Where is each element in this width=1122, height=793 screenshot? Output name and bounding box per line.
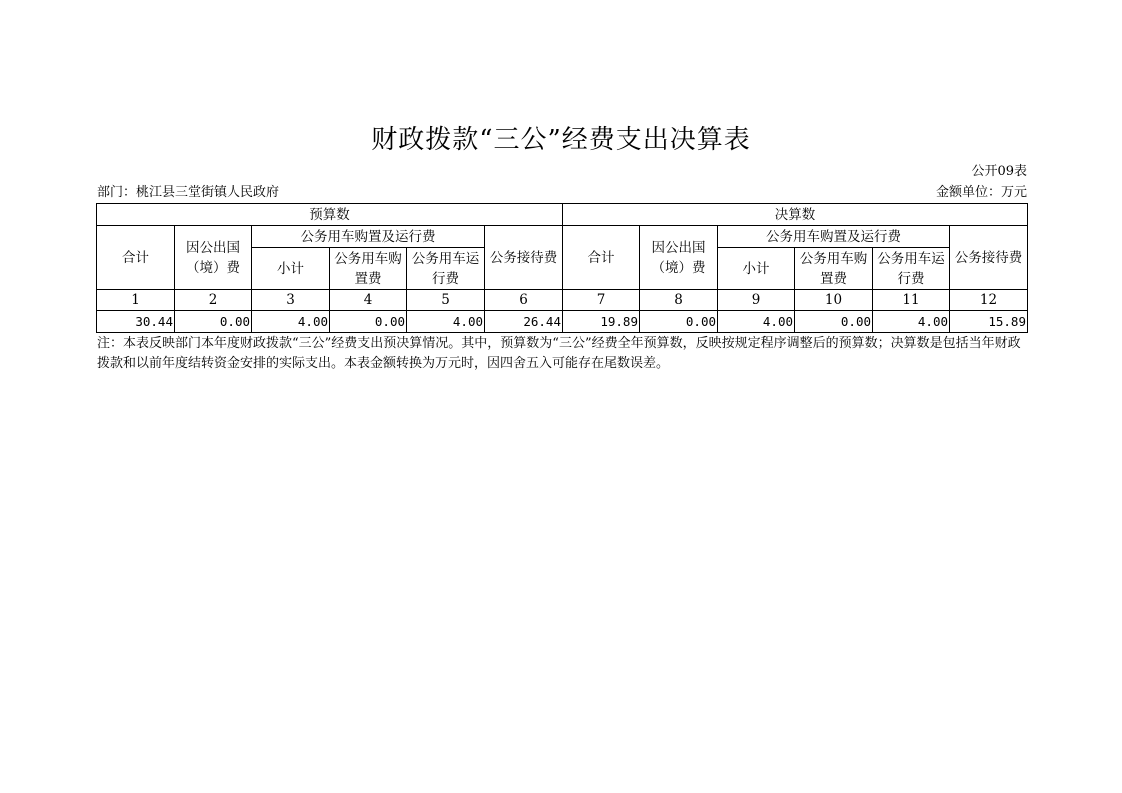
amount-cell: 4.00 xyxy=(873,311,950,333)
amount-cell: 0.00 xyxy=(640,311,718,333)
amount-cell: 0.00 xyxy=(795,311,873,333)
index-cell: 6 xyxy=(485,290,563,311)
index-cell: 8 xyxy=(640,290,718,311)
budget-reception-header: 公务接待费 xyxy=(485,226,563,290)
budget-subtotal-header: 小计 xyxy=(252,248,330,290)
amount-cell: 4.00 xyxy=(718,311,795,333)
index-cell: 5 xyxy=(407,290,485,311)
page-title: 财政拨款“三公”经费支出决算表 xyxy=(371,125,751,155)
amount-unit-label: 金额单位：万元 xyxy=(935,185,1027,200)
final-total-header: 合计 xyxy=(563,226,640,290)
budget-abroad-header: 因公出国 （境）费 xyxy=(175,226,252,290)
index-cell: 12 xyxy=(950,290,1028,311)
final-reception-header: 公务接待费 xyxy=(950,226,1028,290)
amount-cell: 0.00 xyxy=(175,311,252,333)
final-abroad-header: 因公出国 （境）费 xyxy=(640,226,718,290)
amount-cell: 15.89 xyxy=(950,311,1028,333)
budget-vehicle-header: 公务用车购置及运行费 xyxy=(252,226,485,248)
form-code: 公开09表 xyxy=(971,164,1027,179)
column-index-row xyxy=(97,290,1028,311)
index-cell: 2 xyxy=(175,290,252,311)
index-cell: 3 xyxy=(252,290,330,311)
amount-cell: 0.00 xyxy=(330,311,407,333)
final-vehicle-header: 公务用车购置及运行费 xyxy=(718,226,950,248)
three-public-expenditure-table xyxy=(96,203,1028,333)
final-subtotal-header: 小计 xyxy=(718,248,795,290)
amount-row xyxy=(97,311,1028,333)
budget-operation-header: 公务用车运 行费 xyxy=(407,248,485,290)
amount-cell: 4.00 xyxy=(252,311,330,333)
amount-cell: 30.44 xyxy=(97,311,175,333)
amount-cell: 26.44 xyxy=(485,311,563,333)
index-cell: 7 xyxy=(563,290,640,311)
budget-total-header: 合计 xyxy=(97,226,175,290)
footnote: 注：本表反映部门本年度财政拨款“三公”经费支出预决算情况。其中，预算数为“三公”经费全年预算数，反映按规定程序调整后的预算数；决算数是包括当年财政拨款和以前年度结转资金安排的实际支出。本表金额转换为万元时，因四舍五入可能存在尾数误差。 xyxy=(97,336,1021,371)
index-cell: 9 xyxy=(718,290,795,311)
budget-group-header: 预算数 xyxy=(97,204,563,226)
index-cell: 4 xyxy=(330,290,407,311)
final-operation-header: 公务用车运 行费 xyxy=(873,248,950,290)
final-account-group-header: 决算数 xyxy=(563,204,1028,226)
final-purchase-header: 公务用车购 置费 xyxy=(795,248,873,290)
department-label: 部门：桃江县三堂街镇人民政府 xyxy=(97,185,280,200)
amount-cell: 19.89 xyxy=(563,311,640,333)
index-cell: 11 xyxy=(873,290,950,311)
index-cell: 1 xyxy=(97,290,175,311)
amount-cell: 4.00 xyxy=(407,311,485,333)
index-cell: 10 xyxy=(795,290,873,311)
budget-purchase-header: 公务用车购 置费 xyxy=(330,248,407,290)
